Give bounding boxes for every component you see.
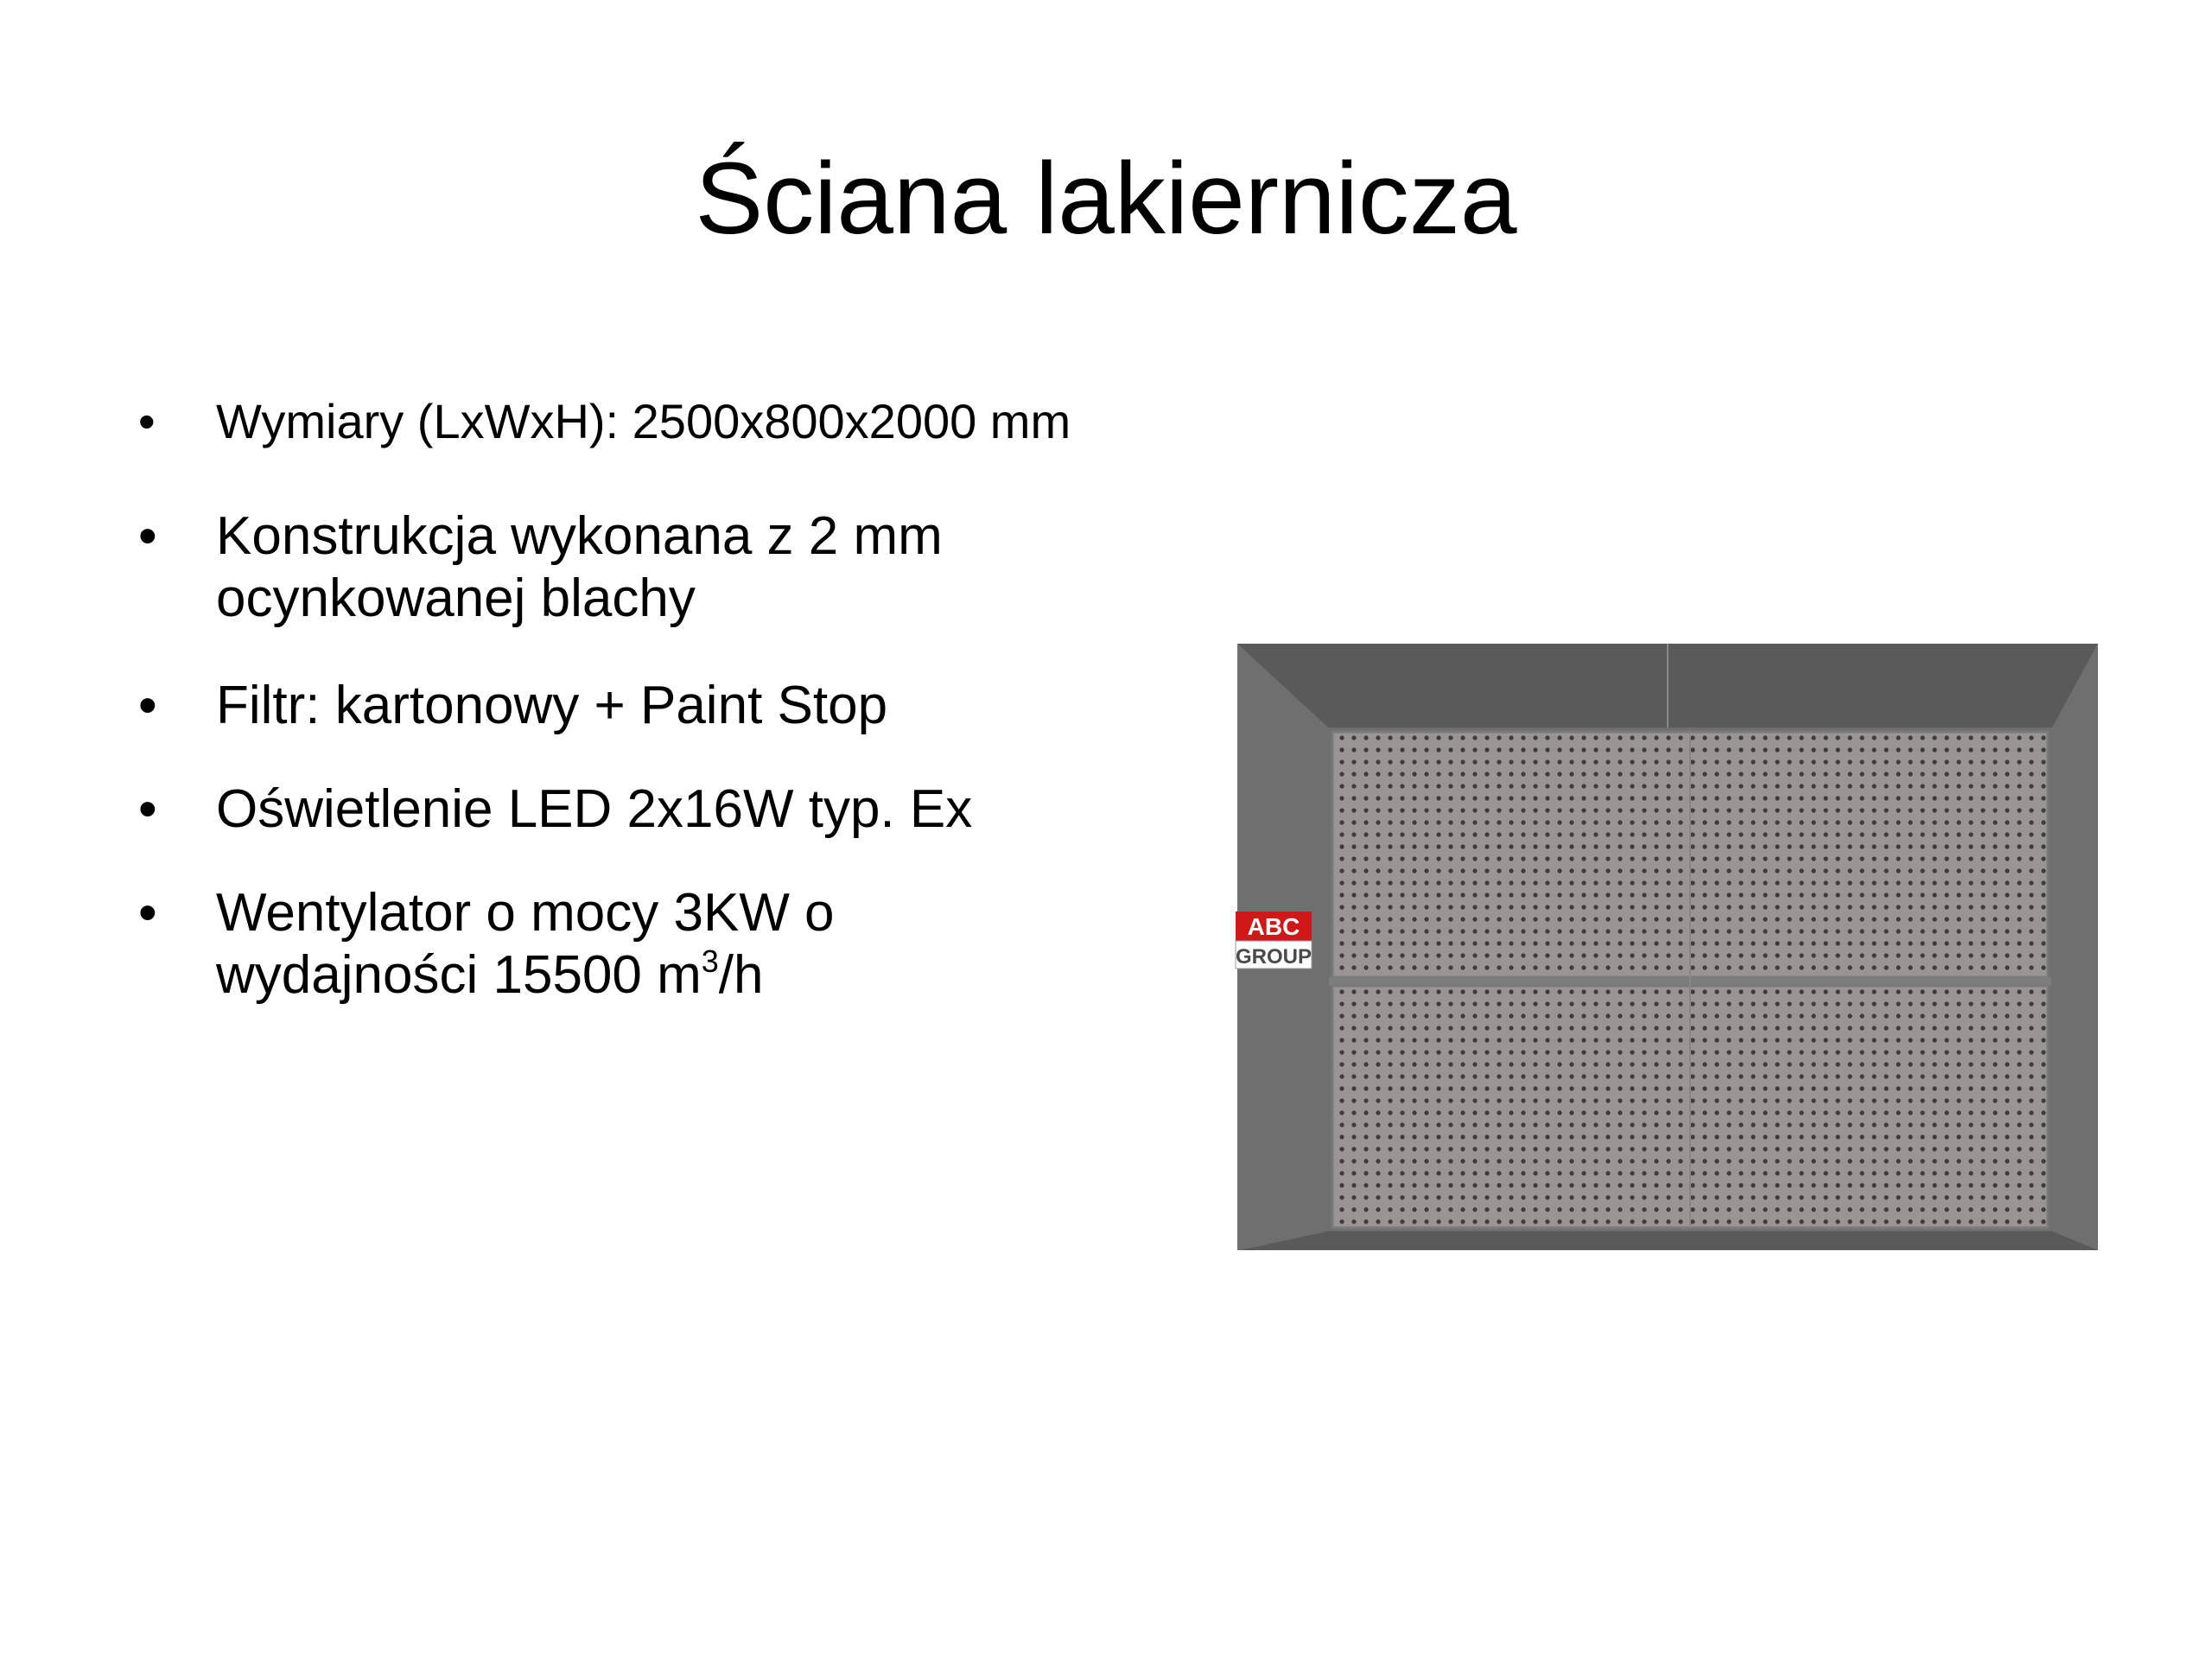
- bullet-icon: •: [138, 506, 157, 566]
- bullet-text: [216, 883, 835, 1005]
- bullet-item-filter: [138, 675, 1089, 737]
- bullet-text-main: Wentylator o mocy 3KW o wydajności 15500 m: [216, 883, 835, 1005]
- bullet-text: Filtr: kartonowy + Paint Stop: [216, 676, 888, 735]
- bullet-icon: •: [138, 394, 156, 448]
- bullet-item-dimensions: [138, 393, 1089, 450]
- abc-group-logo: [1236, 912, 1312, 969]
- bullet-item-fan: [138, 882, 1089, 1007]
- bullet-icon: •: [138, 883, 157, 943]
- bullet-item-construction: [138, 505, 1089, 630]
- slide-title: Ściana lakiernicza: [695, 142, 1517, 256]
- bullet-icon: •: [138, 676, 157, 735]
- bullet-text: Wymiary (LxWxH): 2500x800x2000 mm: [216, 394, 1071, 448]
- bullet-text: Oświetlenie LED 2x16W typ. Ex: [216, 779, 973, 839]
- bullet-list: [138, 393, 1089, 1007]
- paint-wall-image: [1227, 635, 2105, 1253]
- bullet-text-unit: /h: [718, 945, 764, 1005]
- bullet-icon: •: [138, 779, 157, 839]
- bullet-item-lighting: [138, 778, 1089, 841]
- svg-text:GROUP: GROUP: [1235, 945, 1313, 969]
- bullet-text: Konstrukcja wykonana z 2 mm ocynkowanej blachy: [216, 506, 943, 628]
- svg-text:ABC: ABC: [1247, 913, 1300, 940]
- superscript: 3: [701, 943, 719, 979]
- booth-right-panel: [2052, 644, 2098, 1250]
